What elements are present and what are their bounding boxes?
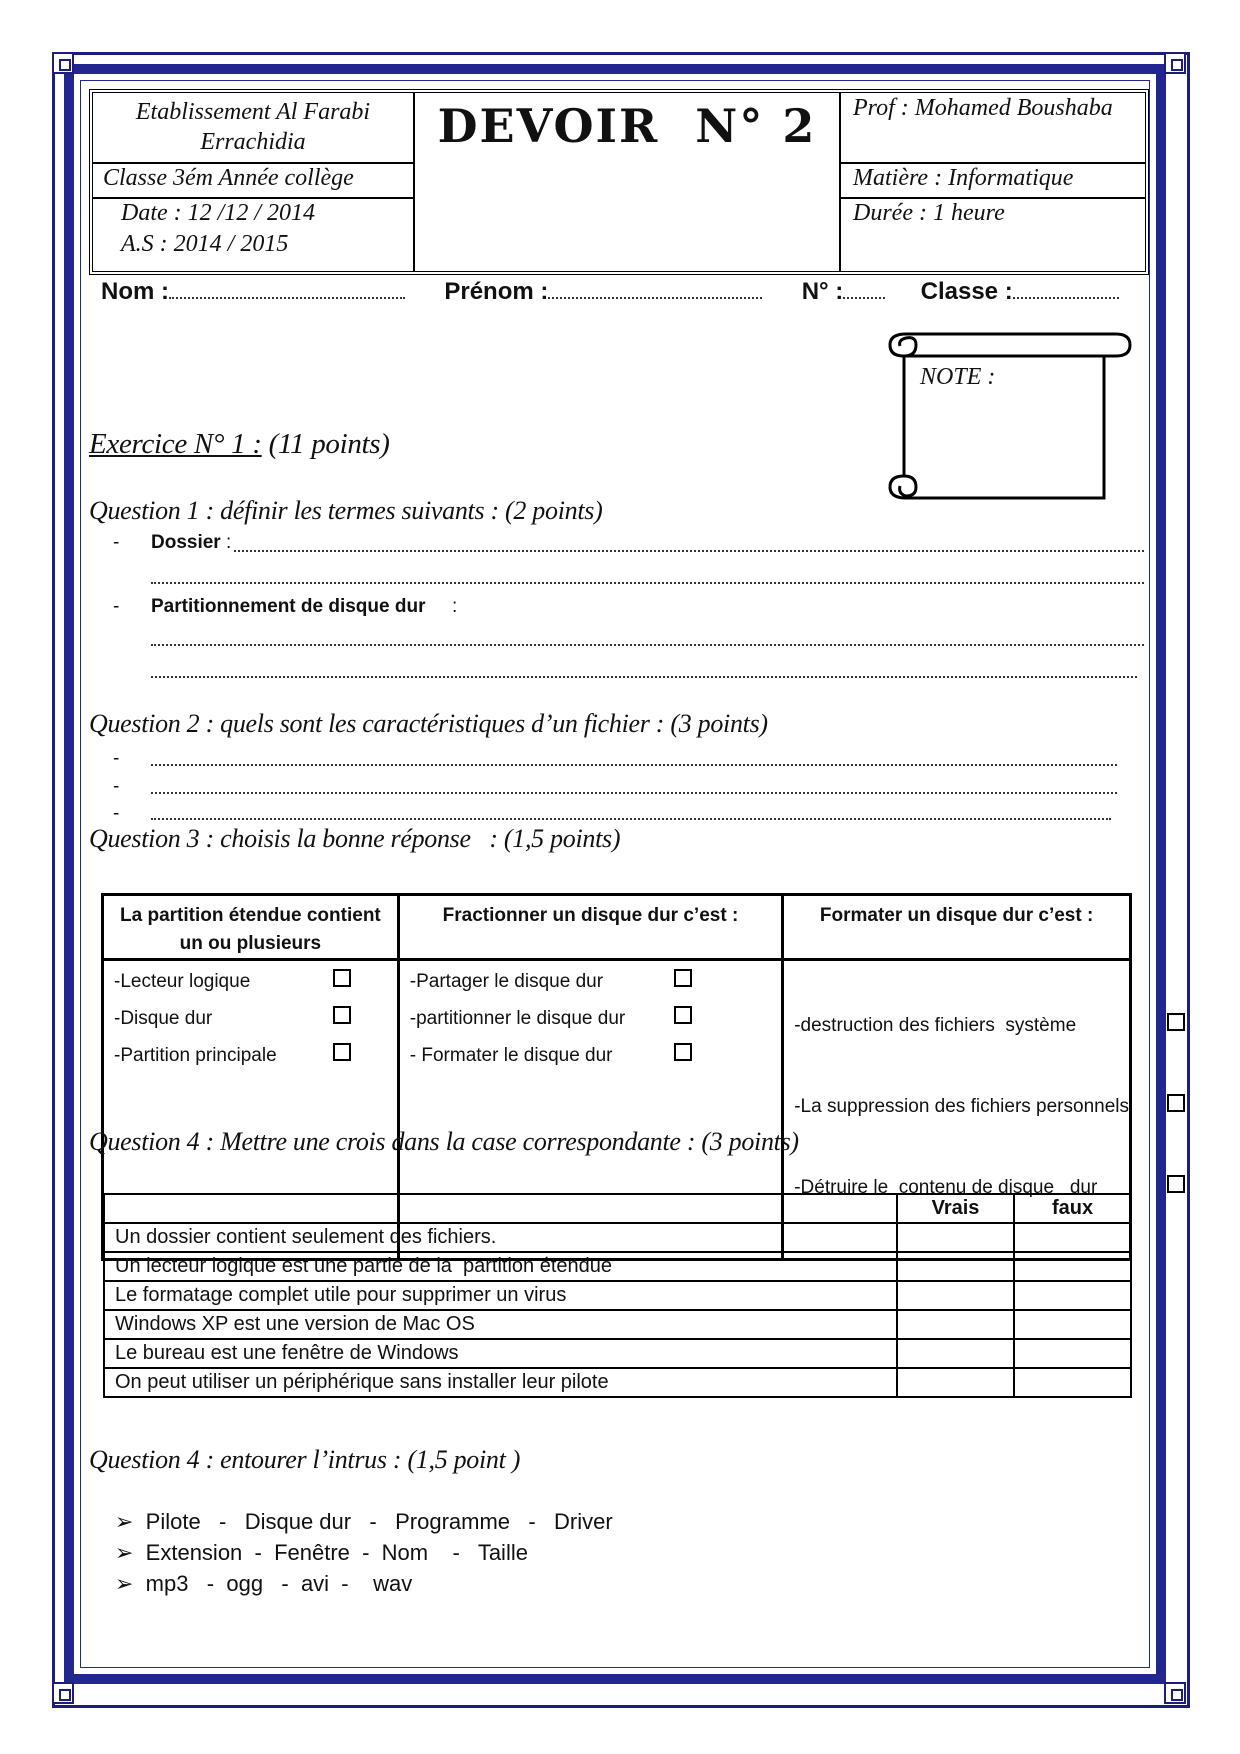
- teacher-name: Prof : Mohamed Boushaba: [853, 95, 1113, 121]
- table-row: [104, 1252, 1131, 1281]
- number-field[interactable]: [843, 297, 885, 299]
- checkbox[interactable]: [333, 1006, 351, 1024]
- true-cell[interactable]: [897, 1281, 1014, 1310]
- q3-option: -partitionner le disque dur: [409, 1008, 626, 1029]
- list-item: ➢ mp3 - ogg - avi - wav: [115, 1571, 413, 1596]
- q2-dash: -: [113, 776, 120, 797]
- q2-dash: -: [113, 803, 120, 824]
- frame-corner: [1164, 52, 1186, 74]
- q3-option: -Disque dur: [114, 1008, 213, 1029]
- q1-dash: -: [113, 596, 120, 617]
- table-row: [104, 1339, 1131, 1368]
- answer-line[interactable]: [151, 792, 1117, 794]
- header-table: [89, 89, 1149, 275]
- q3-option: -Partition principale: [114, 1045, 277, 1066]
- nom-field[interactable]: [169, 297, 405, 299]
- false-cell[interactable]: [1014, 1368, 1131, 1397]
- note-label: NOTE :: [920, 364, 996, 390]
- false-cell[interactable]: [1014, 1252, 1131, 1281]
- duration-label: Durée : 1 heure: [853, 200, 1005, 226]
- q3-option: -destruction des fichiers système: [794, 1015, 1077, 1036]
- answer-line[interactable]: [151, 676, 1137, 678]
- list-item: ➢ Pilote - Disque dur - Programme - Driver: [115, 1509, 613, 1534]
- checkbox[interactable]: [333, 969, 351, 987]
- q4-true-false-table: [103, 1193, 1132, 1398]
- table-header-true: Vrais: [897, 1194, 1014, 1223]
- true-cell[interactable]: [897, 1252, 1014, 1281]
- frame-corner: [1164, 1682, 1186, 1704]
- prenom-label: Prénom :: [444, 278, 549, 305]
- q3-option: -Lecteur logique: [114, 971, 251, 992]
- q5-title: Question 4 : entourer l’intrus : (1,5 point ): [89, 1445, 521, 1474]
- statement: Un lecteur logique est une partie de la partition étendue: [104, 1252, 897, 1281]
- statement: On peut utiliser un périphérique sans installer leur pilote: [104, 1368, 897, 1397]
- q3-header: Formater un disque dur c’est :: [783, 895, 1131, 960]
- checkbox[interactable]: [674, 1006, 692, 1024]
- q1-dash: -: [113, 532, 120, 553]
- table-row: [104, 1223, 1131, 1252]
- q4-title: Question 4 : Mettre une crois dans la case correspondante : (3 points): [89, 1127, 799, 1156]
- school-year: A.S : 2014 / 2015: [121, 231, 289, 257]
- frame-corner: [52, 1682, 74, 1704]
- checkbox[interactable]: [1167, 1013, 1185, 1031]
- q2-dash: -: [113, 748, 120, 769]
- q3-header: Fractionner un disque dur c’est :: [398, 895, 782, 960]
- answer-line[interactable]: [151, 818, 1111, 820]
- answer-line[interactable]: [151, 764, 1117, 766]
- true-cell[interactable]: [897, 1368, 1014, 1397]
- answer-line[interactable]: [151, 644, 1144, 646]
- arrow-bullet-icon: ➢: [115, 1540, 134, 1565]
- arrow-bullet-icon: ➢: [115, 1509, 134, 1534]
- number-label: N° :: [801, 278, 844, 305]
- false-cell[interactable]: [1014, 1339, 1131, 1368]
- false-cell[interactable]: [1014, 1281, 1131, 1310]
- table-row: [104, 1281, 1131, 1310]
- q1-term-dossier: Dossier: [151, 532, 221, 553]
- q1-colon: :: [452, 596, 458, 617]
- prenom-field[interactable]: [548, 297, 762, 299]
- q3-option: -La suppression des fichiers personnels: [794, 1096, 1129, 1117]
- frame-corner: [52, 52, 74, 74]
- true-cell[interactable]: [897, 1310, 1014, 1339]
- page-title: DEVOIR N° 2: [437, 99, 817, 153]
- true-cell[interactable]: [897, 1339, 1014, 1368]
- q3-option: - Formater le disque dur: [409, 1045, 613, 1066]
- answer-line[interactable]: [151, 582, 1144, 584]
- table-header-blank: [104, 1194, 897, 1223]
- statement: Le formatage complet utile pour supprimer un virus: [104, 1281, 897, 1310]
- note-scroll-icon: [876, 326, 1132, 508]
- q1-title: Question 1 : définir les termes suivants : (2 points): [89, 496, 603, 525]
- exam-date: Date : 12 /12 / 2014: [121, 200, 315, 226]
- list-item: ➢ Extension - Fenêtre - Nom - Taille: [115, 1540, 528, 1565]
- false-cell[interactable]: [1014, 1223, 1131, 1252]
- statement: Windows XP est une version de Mac OS: [104, 1310, 897, 1339]
- table-header-false: faux: [1014, 1194, 1131, 1223]
- answer-line[interactable]: [234, 550, 1144, 552]
- q3-title: Question 3 : choisis la bonne réponse : (1,5 points): [89, 824, 621, 853]
- classe-field[interactable]: [1013, 297, 1119, 299]
- subject-label: Matière : Informatique: [853, 165, 1074, 191]
- q1-colon: :: [226, 532, 232, 553]
- checkbox[interactable]: [1167, 1094, 1185, 1112]
- checkbox[interactable]: [674, 969, 692, 987]
- classe-label: Classe :: [920, 278, 1013, 305]
- arrow-bullet-icon: ➢: [115, 1571, 134, 1596]
- exercise-title: Exercice N° 1 : (11 points): [89, 428, 390, 460]
- q3-header: La partition étendue contient un ou plusieurs: [103, 895, 399, 960]
- q3-option: -Partager le disque dur: [409, 971, 604, 992]
- statement: Un dossier contient seulement des fichiers.: [104, 1223, 897, 1252]
- school-name: Etablissement Al Farabi Errachidia: [135, 99, 371, 155]
- q2-title: Question 2 : quels sont les caractéristiques d’un fichier : (3 points): [89, 709, 768, 738]
- statement: Le bureau est une fenêtre de Windows: [104, 1339, 897, 1368]
- q1-term-partition: Partitionnement de disque dur: [151, 596, 426, 617]
- page-border-inner: [80, 80, 1150, 1668]
- true-cell[interactable]: [897, 1223, 1014, 1252]
- class-label: Classe 3ém Année collège: [103, 165, 354, 191]
- table-row: [104, 1310, 1131, 1339]
- false-cell[interactable]: [1014, 1310, 1131, 1339]
- table-row: [104, 1368, 1131, 1397]
- student-info-line: [101, 278, 1119, 306]
- checkbox[interactable]: [674, 1043, 692, 1061]
- q3-option: -Détruire le contenu de disque dur: [794, 1177, 1098, 1198]
- checkbox[interactable]: [333, 1043, 351, 1061]
- nom-label: Nom :: [101, 278, 169, 305]
- checkbox[interactable]: [1167, 1175, 1185, 1193]
